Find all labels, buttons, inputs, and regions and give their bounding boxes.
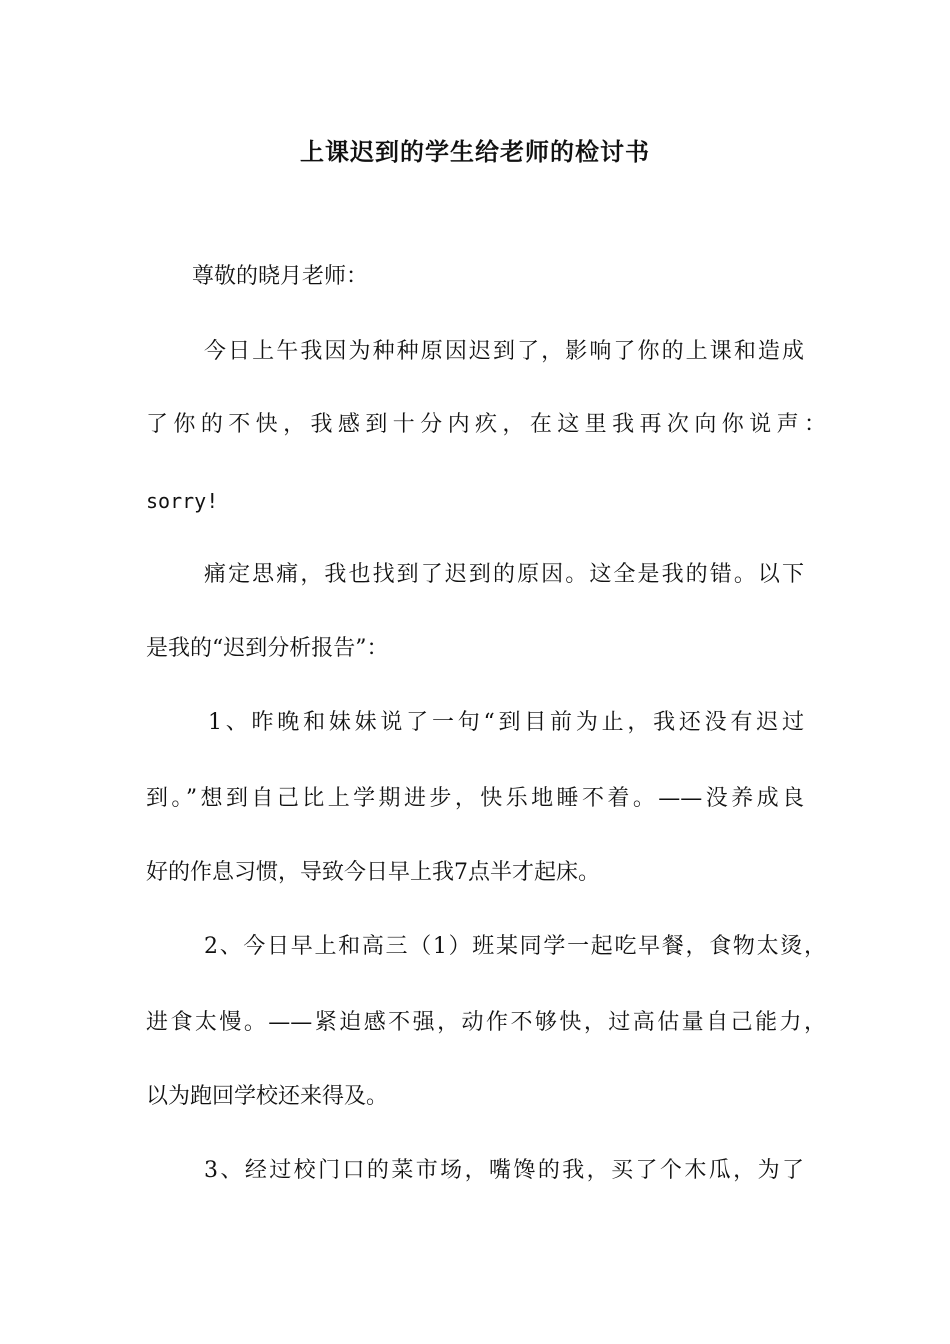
list-item-line: 1、昨晚和妹妹说了一句“到目前为止，我还没有迟过 [208,710,804,735]
paragraph-line: 痛定思痛，我也找到了迟到的原因。这全是我的错。以下 [204,562,804,587]
list-item-line: 3、经过校门口的菜市场，嘴馋的我，买了个木瓜，为了 [204,1158,804,1183]
list-item-line: 进食太慢。——紧迫感不强，动作不够快，过高估量自己能力， [146,1010,826,1035]
paragraph-line: sorry! [146,489,219,513]
paragraph-line: 今日上午我因为种种原因迟到了，影响了你的上课和造成 [204,339,804,364]
list-item-line: 2、今日早上和高三（1）班某同学一起吃早餐，食物太烫， [204,934,826,959]
salutation: 尊敬的晓月老师： [192,264,369,289]
document-title: 上课迟到的学生给老师的检讨书 [300,137,650,166]
list-item-line: 以为跑回学校还来得及。 [146,1084,389,1109]
list-item-line: 好的作息习惯，导致今日早上我7点半才起床。 [146,860,600,885]
paragraph-line: 了你的不快，我感到十分内疚，在这里我再次向你说声： [146,412,826,437]
list-item-line: 到。”想到自己比上学期进步，快乐地睡不着。——没养成良 [146,786,804,811]
paragraph-line: 是我的“迟到分析报告”： [146,636,389,661]
